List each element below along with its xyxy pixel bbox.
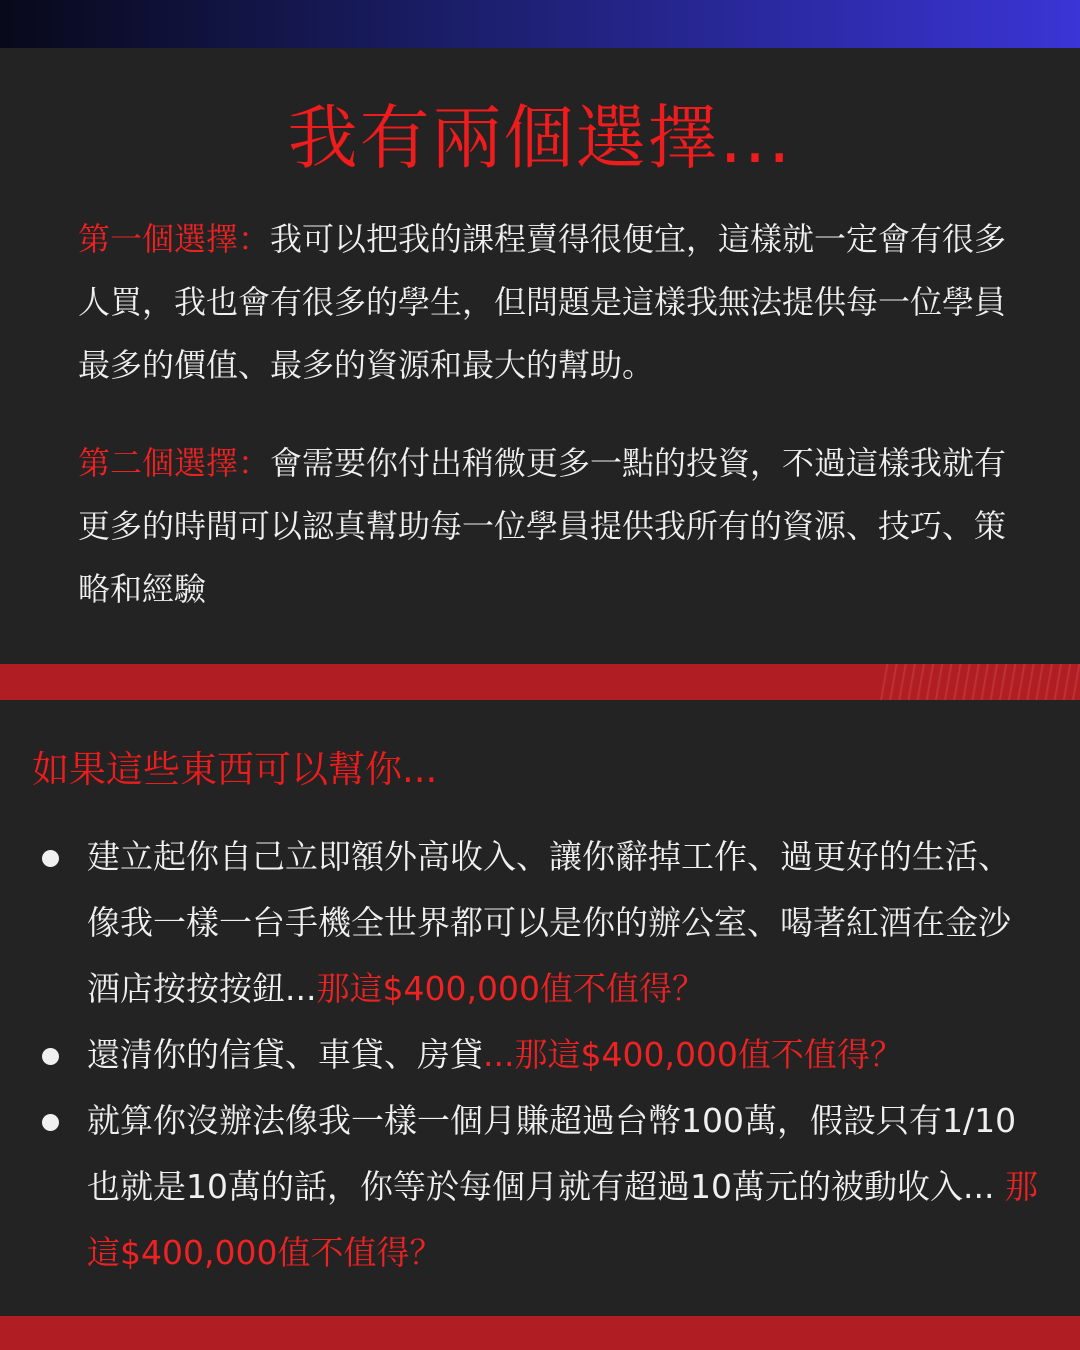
bullet-dot-icon bbox=[42, 850, 59, 867]
option-two-paragraph bbox=[78, 432, 1008, 621]
list-item-highlight: 那這$400,000值不值得？ bbox=[316, 969, 705, 1008]
option-one-label: 第一個選擇： bbox=[78, 220, 271, 258]
option-one-text: 我可以把我的課程賣得很便宜，這樣就一定會有很多人買，我也會有很多的學生，但問題是這樣我無法提供每一位學員最多的價值、最多的資源和最大的幫助。 bbox=[78, 220, 1007, 384]
list-item-text: 建立起你自己立即額外高收入、讓你辭掉工作、過更好的生活、像我一樣一台手機全世界都可以是你的辦公室、喝著紅酒在金沙酒店按按按鈕... bbox=[87, 837, 1011, 1008]
top-gradient-bar bbox=[0, 0, 1080, 48]
list-item-text: 還清你的信貸、車貸、房貸 bbox=[87, 1035, 483, 1074]
bullet-dot-icon bbox=[42, 1048, 59, 1065]
bottom-bar bbox=[0, 1316, 1080, 1350]
list-item bbox=[0, 1022, 1080, 1088]
list-item bbox=[0, 824, 1080, 1022]
list-item bbox=[0, 1088, 1080, 1286]
divider-texture bbox=[880, 664, 1080, 700]
list-item-highlight: 那這$400,000值不值得？ bbox=[87, 1167, 1038, 1272]
list-item-highlight: ...那這$400,000值不值得？ bbox=[483, 1035, 903, 1074]
option-two-text: 會需要你付出稍微更多一點的投資，不過這樣我就有更多的時間可以認真幫助每一位學員提供我所有的資源、技巧、策略和經驗 bbox=[78, 444, 1007, 608]
list-item-text: 就算你沒辦法像我一樣一個月賺超過台幣100萬，假設只有1/10也就是10萬的話，你等於每個月就有超過10萬元的被動收入... bbox=[87, 1101, 1017, 1206]
section-subtitle: 如果這些東西可以幫你... bbox=[32, 748, 438, 791]
section-divider bbox=[0, 664, 1080, 700]
option-one-paragraph bbox=[78, 208, 1008, 397]
bullet-dot-icon bbox=[42, 1114, 59, 1131]
page-title: 我有兩個選擇... bbox=[287, 97, 793, 179]
benefit-list bbox=[0, 824, 1080, 1286]
option-two-label: 第二個選擇： bbox=[78, 444, 271, 482]
